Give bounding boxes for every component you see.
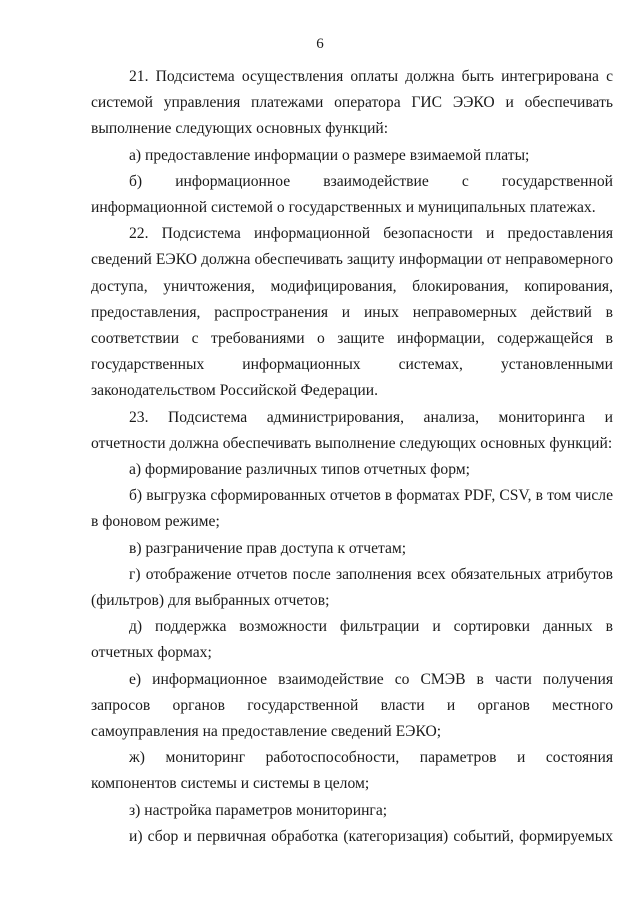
page-number: 6 xyxy=(316,36,324,52)
list-item-23b: б) выгрузка сформированных отчетов в форматах PDF, CSV, в том числе в фоновом режиме; xyxy=(91,487,613,531)
list-item-23h: з) настройка параметров мониторинга; xyxy=(129,801,388,819)
list-item-23a: а) формирование различных типов отчетных форм; xyxy=(129,461,470,479)
list-item-23i: и) сбор и первичная обработка (категоризация) событий, формируемых xyxy=(129,827,613,845)
list-item-21a: а) предоставление информации о размере взимаемой платы; xyxy=(129,146,530,164)
paragraph-21: 21. Подсистема осуществления оплаты должна быть интегрирована с системой управления платежами оператора ГИС ЭЭКО и обеспечивать выполнение следующих основных функций: xyxy=(91,68,613,138)
list-item-23d: г) отображение отчетов после заполнения всех обязательных атрибутов (фильтров) для выбранных отчетов; xyxy=(91,565,613,610)
list-item-23g: ж) мониторинг работоспособности, параметров и состояния компонентов системы и системы в целом; xyxy=(91,749,613,793)
list-item-23e: д) поддержка возможности фильтрации и сортировки данных в отчетных формах; xyxy=(91,618,613,662)
list-item-23c: в) разграничение прав доступа к отчетам; xyxy=(129,539,407,557)
paragraph-22: 22. Подсистема информационной безопасности и предоставления сведений ЕЭКО должна обеспечивать защиту информации от неправомерного доступа, уничтожения, модифицирования, блокирования, копирования, предоставления, распространения и иных неправомерных действий в соответствии с требованиями о защите информации, содержащейся в государственных информационных системах, установленными законодательством Российской Федерации. xyxy=(91,225,613,400)
document-body xyxy=(91,64,613,850)
paragraph-23: 23. Подсистема администрирования, анализа, мониторинга и отчетности должна обеспечивать выполнение следующих основных функций: xyxy=(91,408,613,452)
list-item-21b: б) информационное взаимодействие с государственной информационной системой о государственных и муниципальных платежах. xyxy=(91,172,613,217)
list-item-23f: е) информационное взаимодействие со СМЭВ в части получения запросов органов государственной власти и органов местного самоуправления на предоставление сведений ЕЭКО; xyxy=(91,670,613,741)
